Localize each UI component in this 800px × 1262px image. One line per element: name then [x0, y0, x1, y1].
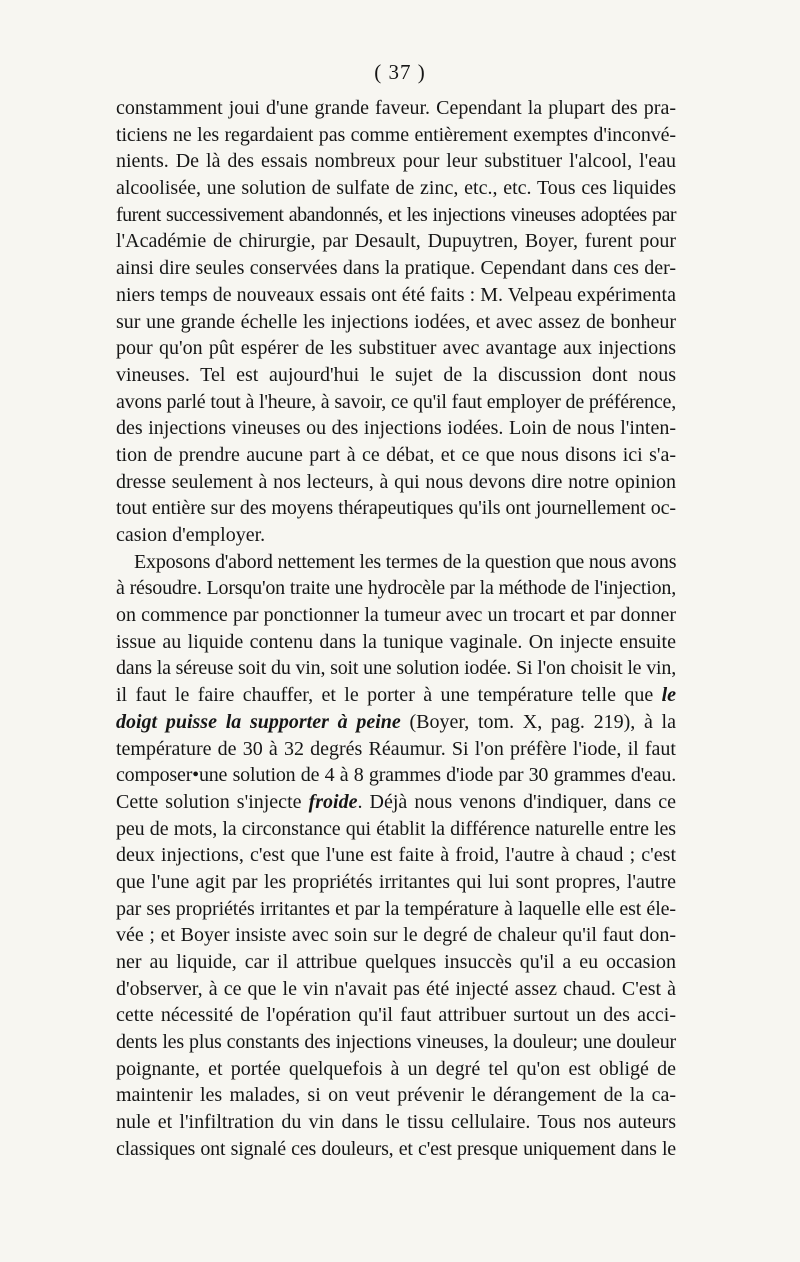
text-line: d'observer, à ce que le vin n'avait pas été injecté assez chaud. C'est à [116, 977, 676, 1000]
text-line: sur une grande échelle les injections iodées, et avec assez de bonheur [116, 310, 676, 333]
text-line: Cette solution s'injecte froide. Déjà nous venons d'indiquer, dans ce [116, 790, 676, 813]
text-line: nule et l'infiltration du vin dans le tissu cellulaire. Tous nos auteurs [116, 1111, 676, 1134]
text-line: doigt puisse la supporter à peine (Boyer, tom. X, pag. 219), à la [116, 710, 676, 733]
text-line: dresse seulement à nos lecteurs, à qui nous devons dire notre opinion [116, 470, 676, 493]
text-line: on commence par ponctionner la tumeur avec un trocart et par donner [116, 604, 676, 627]
text-line: ainsi dire seules conservées dans la pratique. Cependant dans ces der- [116, 257, 676, 280]
text-line: par ses propriétés irritantes et par la température à laquelle elle est éle- [116, 897, 676, 920]
text-line: issue au liquide contenu dans la tunique vaginale. On injecte ensuite [116, 630, 676, 653]
text-line: des injections vineuses ou des injections iodées. Loin de nous l'inten- [116, 417, 676, 440]
text-line: vée ; et Boyer insiste avec soin sur le degré de chaleur qu'il faut don- [116, 924, 676, 947]
text-line: température de 30 à 32 degrés Réaumur. Si l'on préfère l'iode, il faut [116, 737, 676, 760]
text-line: furent successivement abandonnés, et les injections vineuses adoptées par [116, 203, 676, 226]
text-line: composer•une solution de 4 à 8 grammes d'iode par 30 grammes d'eau. [116, 764, 676, 787]
text-line: il faut le faire chauffer, et le porter à une température telle que le [116, 684, 676, 707]
italic-text: froide [308, 790, 358, 813]
text-line: tout entière sur des moyens thérapeutiques qu'ils ont journellement oc- [116, 497, 676, 520]
text-line: avons parlé tout à l'heure, à savoir, ce qu'il faut employer de préférence, [116, 390, 676, 413]
italic-text: doigt puisse la supporter à peine [116, 710, 401, 733]
text-line: ner au liquide, car il attribue quelques insuccès qu'il a eu occasion [116, 951, 676, 973]
text-line: dents les plus constants des injections vineuses, la douleur; une douleur [116, 1031, 676, 1054]
text-line: ticiens ne les regardaient pas comme entièrement exemptes d'inconvé- [116, 123, 676, 146]
text-line: peu de mots, la circonstance qui établit la différence naturelle entre les [116, 817, 676, 840]
text-line: cette nécessité de l'opération qu'il faut attribuer surtout un des acci- [116, 1004, 676, 1027]
text-line: nients. De là des essais nombreux pour leur substituer l'alcool, l'eau [116, 150, 676, 173]
text-line: à résoudre. Lorsqu'on traite une hydrocèle par la méthode de l'injection, [116, 577, 676, 600]
text-line: alcoolisée, une solution de sulfate de zinc, etc., etc. Tous ces liquides [116, 177, 676, 200]
text-line: casion d'employer. [116, 524, 266, 546]
italic-text: le [661, 684, 676, 707]
text-line: classiques ont signalé ces douleurs, et c'est presque uniquement dans le [116, 1137, 676, 1160]
text-line: constamment joui d'une grande faveur. Cependant la plupart des pra- [116, 97, 676, 119]
page-number: ( 37 ) [374, 60, 426, 84]
text-line: que l'une agit par les propriétés irritantes qui lui sont propres, l'autre [116, 870, 676, 893]
text-line: l'Académie de chirurgie, par Desault, Dupuytren, Boyer, furent pour [116, 230, 676, 253]
text-line: deux injections, c'est que l'une est faite à froid, l'autre à chaud ; c'est [116, 844, 676, 867]
text-line: maintenir les malades, si on veut prévenir le dérangement de la ca- [116, 1084, 676, 1107]
text-line: poignante, et portée quelquefois à un degré tel qu'on est obligé de [116, 1057, 676, 1080]
text-line: tion de prendre aucune part à ce débat, et ce que nous disons ici s'a- [116, 443, 676, 466]
text-line: pour qu'on pût espérer de les substituer avec avantage aux injections [116, 337, 676, 360]
text-line: niers temps de nouveaux essais ont été faits : M. Velpeau expérimenta [116, 283, 676, 306]
text-line: Exposons d'abord nettement les termes de la question que nous avons [134, 550, 677, 573]
body-text [116, 95, 676, 1163]
text-line: dans la séreuse soit du vin, soit une solution iodée. Si l'on choisit le vin, [116, 657, 676, 680]
text-line: vineuses. Tel est aujourd'hui le sujet de la discussion dont nous [116, 363, 676, 386]
